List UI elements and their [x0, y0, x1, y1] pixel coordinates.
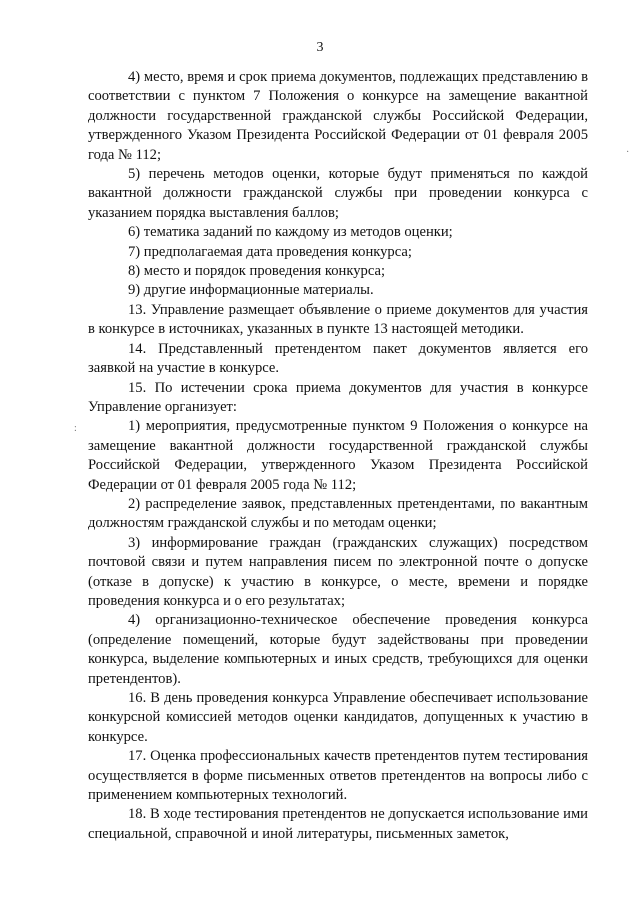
paragraph-item-9: 9) другие информационные материалы.	[128, 282, 374, 299]
paragraph-section-15-item-3: 3) информирование граждан (гражданских служащих) посредством почтовой связи и путем направления писем по электронной почте о допуске (отказе в допуске) к участию в конкурсе, о месте, времени и порядке проведения конкурса и о его результатах;	[88, 534, 588, 609]
page-number: 3	[316, 40, 324, 55]
document-body	[88, 68, 588, 844]
paragraph-item-5: 5) перечень методов оценки, которые будут применяться по каждой вакантной должности гражданской службы при проведении конкурса с указанием порядка выставления баллов;	[88, 166, 588, 221]
paragraph-section-17: 17. Оценка профессиональных качеств претендентов путем тестирования осуществляется в форме письменных ответов претендентов на вопросы либо с применением компьютерных технологий.	[88, 748, 588, 804]
paragraph-section-15-item-4: 4) организационно-техническое обеспечение проведения конкурса (определение помещений, которые будут задействованы при проведении конкурса, выделение компьютерных и иных средств, требующихся для оценки претендентов).	[88, 612, 588, 687]
paragraph-section-14: 14. Представленный претендентом пакет документов является его заявкой на участие в конкурсе.	[88, 340, 588, 377]
paragraph-item-7: 7) предполагаемая дата проведения конкурса;	[128, 243, 412, 260]
paragraph-section-15-item-1: 1) мероприятия, предусмотренные пунктом 9 Положения о конкурсе на замещение вакантной должности государственной гражданской службы Российской Федерации, утвержденного Указом Президента Российской Федерации от 01 февраля 2005 года № 112;	[88, 418, 588, 493]
paragraph-section-13: 13. Управление размещает объявление о приеме документов для участия в конкурсе в источниках, указанных в пункте 13 настоящей методики.	[88, 301, 588, 338]
paragraph-section-18: 18. В ходе тестирования претендентов не допускается использование ими специальной, справочной и иной литературы, письменных заметок,	[88, 806, 588, 842]
paragraph-item-4: 4) место, время и срок приема документов, подлежащих представлению в соответствии с пунктом 7 Положения о конкурсе на замещение вакантной должности государственной гражданской службы Российской Федерации, утвержденного Указом Президента Российской Федерации от 01 февраля 2005 года № 112;	[88, 69, 588, 163]
paragraph-section-15: 15. По истечении срока приема документов для участия в конкурсе Управление организует:	[88, 379, 588, 415]
scan-artifact-mark: ·	[626, 147, 630, 158]
paragraph-item-8: 8) место и порядок проведения конкурса;	[128, 263, 386, 280]
paragraph-section-15-item-2: 2) распределение заявок, представленных претендентами, по вакантным должностям гражданской службы и по методам оценки;	[88, 495, 588, 532]
paragraph-section-16: 16. В день проведения конкурса Управление обеспечивает использование конкурсной комиссией методов оценки кандидатов, допущенных к участию в конкурсе.	[88, 690, 588, 745]
paragraph-item-6: 6) тематика заданий по каждому из методов оценки;	[128, 224, 453, 241]
scan-artifact-mark: :	[74, 423, 77, 434]
